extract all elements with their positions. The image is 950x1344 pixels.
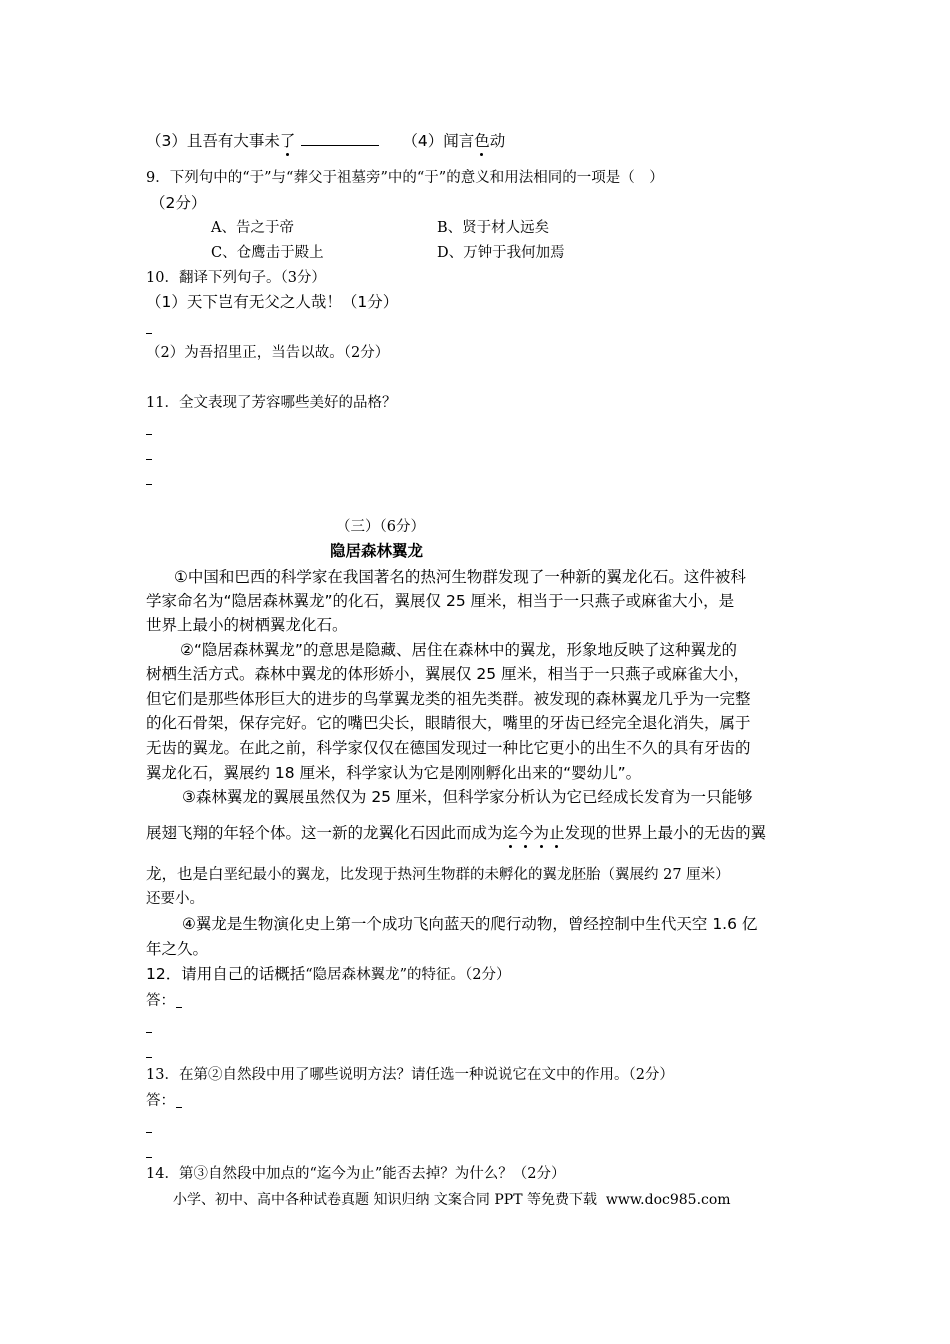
q8-items (146, 130, 505, 150)
q8-item4-suffix: 动 (489, 132, 506, 150)
dotted-char: 为 (533, 824, 550, 842)
q10-sentence-1: （1）天下岂有无父之人哉！（1分） (146, 293, 399, 311)
q13-answer-line-2[interactable] (146, 1157, 152, 1158)
q14-stem: 14．第③自然段中加点的“迄今为止”能否去掉？为什么？（2分） (146, 1166, 566, 1182)
passage-p2-line-4: 的化石骨架，保存完好。它的嘴巴尖长，眼睛很大，嘴里的牙齿已经完全退化消失，属于 (146, 714, 751, 732)
q12-answer-line-1[interactable] (146, 1032, 152, 1033)
passage-p3-line-2 (146, 826, 766, 842)
q10-stem: 10．翻译下列句子。（3分） (146, 270, 326, 286)
dotted-char: 止 (549, 824, 565, 842)
q11-answer-line-1[interactable] (146, 434, 152, 435)
q12-answer-line-2[interactable] (146, 1057, 152, 1058)
passage-p1-line-3: 世界上最小的树栖翼龙化石。 (146, 616, 348, 634)
q9-option-b: B、贤于材人远矣 (437, 220, 550, 236)
passage-p2-line-3: 但它们是那些体形巨大的进步的鸟掌翼龙类的祖先类群。被发现的森林翼龙几乎为一完整 (146, 690, 751, 708)
passage-p3-line-3-a: 龙，也是白 (146, 865, 224, 883)
q9-option-c: C、仓鹰击于殿上 (211, 245, 324, 261)
q9-option-a: A、告之于帝 (211, 220, 294, 236)
passage-p2-line-6: 翼龙化石，翼展约 18 厘米，科学家认为它是刚刚孵化出来的“婴幼儿”。 (146, 764, 642, 782)
q8-item4-dotted: 色 (474, 132, 490, 150)
passage-p3-line-2-b: 发现的世界上最小的无齿的翼 (564, 824, 767, 842)
q13-answer-label: 答： (146, 1093, 175, 1109)
passage-p1-line-2: 学家命名为“隐居森林翼龙”的化石，翼展仅 25 厘米，相当于一只燕子或麻雀大小，是 (146, 592, 735, 610)
dotted-char: 迄 (502, 824, 519, 842)
dotted-char: 今 (518, 824, 534, 842)
passage-p2-line-5: 无齿的翼龙。在此之前，科学家仅仅在德国发现过一种比它更小的出生不久的具有牙齿的 (146, 739, 751, 757)
footer-text: 小学、初中、高中各种试卷真题 知识归纳 文案合同 PPT 等免费下载 (173, 1192, 597, 1208)
passage-p3-line-3-b: 垩纪最小的翼龙，比发现于热河生物群的未孵化的翼龙胚胎（翼展约 27 厘米） (223, 867, 730, 883)
q10-sentence-2: （2）为吾招里正，当告以故。（2分） (146, 345, 390, 361)
q9-score: （2分） (150, 194, 207, 212)
footer-url[interactable]: www.doc985.com (605, 1192, 731, 1208)
passage-p3-line-4: 还要小。 (146, 891, 204, 907)
passage-p4-line-1: ④翼龙是生物演化史上第一个成功飞向蓝天的爬行动物，曾经控制中生代天空 1.6 亿 (182, 915, 758, 933)
q13-answer-line-0[interactable] (176, 1107, 182, 1108)
q8-item3-prefix: （3）且吾有大事未 (146, 132, 280, 150)
passage-p2-line-1: ②“隐居森林翼龙”的意思是隐藏、居住在森林中的翼龙，形象地反映了这种翼龙的 (180, 641, 737, 659)
q12-answer-line-0[interactable] (176, 1007, 182, 1008)
passage-p2-line-2: 树栖生活方式。森林中翼龙的体形娇小，翼展仅 25 厘米，相当于一只燕子或麻雀大小， (146, 665, 750, 683)
q12-answer-label: 答： (146, 993, 175, 1009)
q11-answer-line-3[interactable] (146, 484, 152, 485)
passage-p3-line-1: ③森林翼龙的翼展虽然仅为 25 厘米，但科学家分析认为它已经成长发育为一只能够 (182, 788, 753, 806)
q13-stem: 13．在第②自然段中用了哪些说明方法？请任选一种说说它在文中的作用。（2分） (146, 1067, 674, 1083)
q13-answer-line-1[interactable] (146, 1132, 152, 1133)
q11-stem: 11．全文表现了芳容哪些美好的品格？ (146, 395, 397, 411)
passage-p1-line-1: ①中国和巴西的科学家在我国著名的热河生物群发现了一种新的翼龙化石。这件被科 (174, 568, 746, 586)
passage-title: 隐居森林翼龙 (330, 542, 424, 560)
passage-p4-line-2: 年之久。 (146, 940, 209, 958)
passage-p3-line-2-a: 展翅飞翔的年轻个体。这一新的龙翼化石因此而成为 (146, 824, 503, 842)
q10-answer-line-1[interactable] (146, 333, 152, 334)
q8-item4-prefix: （4）闻言 (402, 132, 475, 150)
q12-stem (146, 966, 511, 983)
q8-item3-dotted: 了 (279, 132, 296, 150)
q11-answer-line-2[interactable] (146, 459, 152, 460)
section-heading: （三）（6分） (336, 519, 425, 535)
q12-stem-a: 12．请用自己的话概括 (146, 965, 306, 983)
q9-option-d: D、万钟于我何加焉 (437, 245, 565, 261)
passage-p3-line-3 (146, 866, 730, 883)
q9-stem: 9．下列句中的“于”与“葬父于祖墓旁”中的“于”的意义和用法相同的一项是（ ） (146, 170, 664, 186)
footer (173, 1193, 731, 1207)
q12-stem-b: “隐居森林翼龙”的特征。（2分） (305, 967, 511, 983)
q8-item3-blank[interactable] (301, 130, 379, 146)
